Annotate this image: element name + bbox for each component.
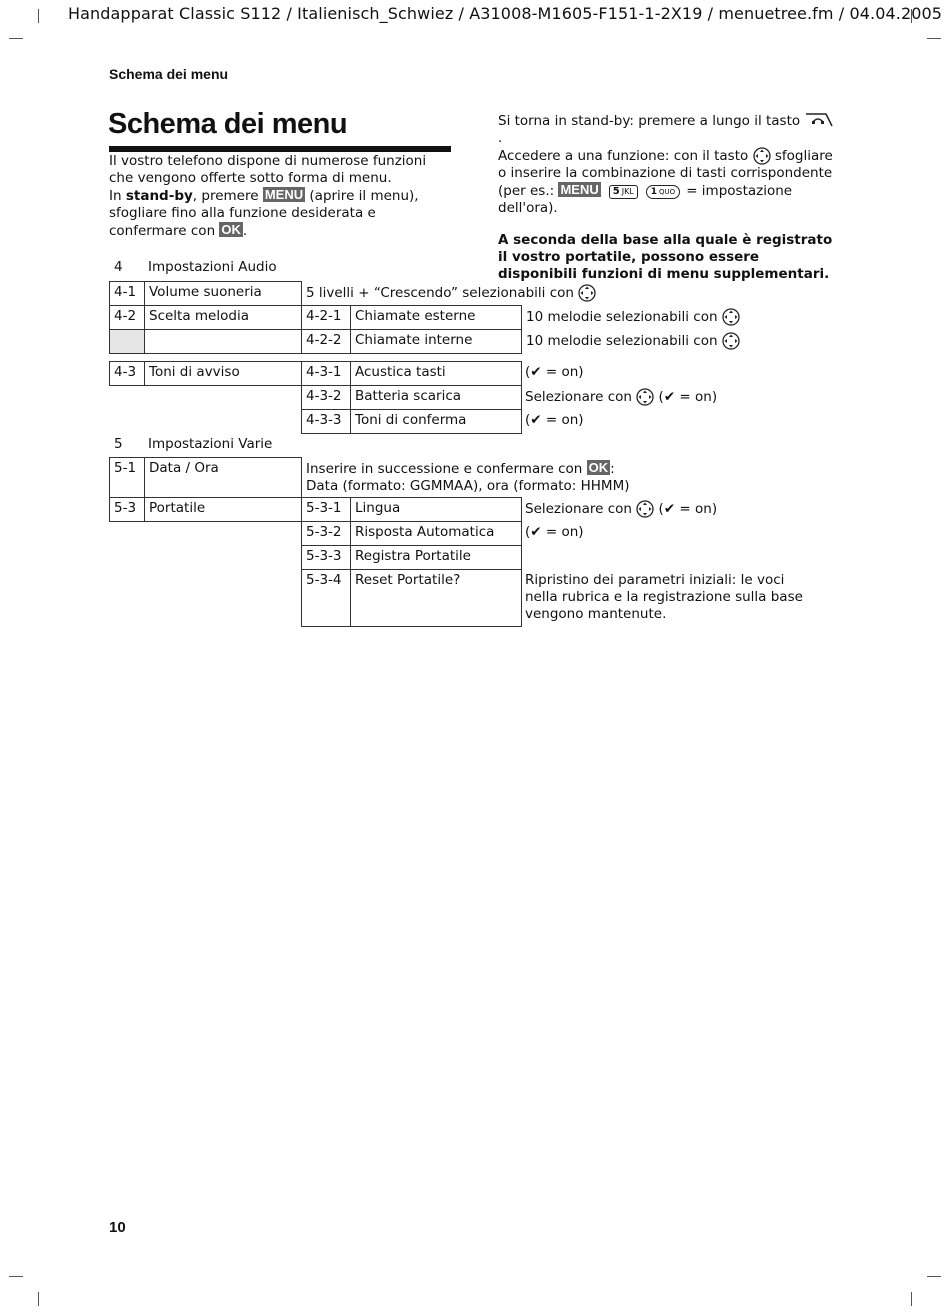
menu-4-2-1-number: 4-2-1	[301, 305, 351, 330]
menu-5-3-4-description: Ripristino dei parametri iniziali: le voci nella rubrica e la registrazione sulla base vengono mantenute.	[525, 572, 803, 622]
desc-text: = on)	[541, 412, 584, 428]
key-digit: 5	[612, 186, 620, 197]
desc-text: 10 melodie selezionabili con	[526, 309, 718, 325]
ok-key: OK	[588, 460, 609, 475]
checkmark-icon: ✔	[530, 364, 542, 380]
intro-paragraph-1: Il vostro telefono dispone di numerose funzioni che vengono offerte sotto forma di menu.	[109, 153, 427, 186]
key-letters: JKL	[621, 187, 634, 196]
key-1-icon	[646, 185, 680, 199]
right-column-text	[498, 111, 838, 283]
menu-4-3-3-description	[525, 412, 584, 429]
base-note: A seconda della base alla quale è registrato il vostro portatile, possono essere disponibili funzioni di menu supplementari.	[498, 232, 833, 282]
navigation-key-icon	[722, 308, 740, 326]
desc-text: Data (formato: GGMMAA), ora (formato: HHMM)	[306, 478, 630, 494]
navigation-key-icon	[636, 388, 654, 406]
title-rule	[109, 146, 451, 152]
menu-5-3-4-number: 5-3-4	[301, 569, 351, 627]
desc-text: (	[525, 524, 531, 540]
menu-5-3-1-number: 5-3-1	[301, 497, 351, 522]
desc-text: = on)	[675, 389, 718, 405]
intro-text-run: In	[109, 188, 126, 204]
menu-key: MENU	[560, 182, 599, 197]
menu-5-3-3-number: 5-3-3	[301, 545, 351, 570]
menu-4-2-1-label: Chiamate esterne	[350, 305, 522, 330]
running-header: Handapparat Classic S112 / Italienisch_Schwiez / A31008-M1605-F151-1-2X19 / menuetree.fm / 04.04.2005	[68, 4, 943, 23]
navigation-key-icon	[753, 147, 771, 165]
key-digit: 1	[650, 187, 658, 197]
menu-5-3-2-description	[525, 524, 584, 541]
menu-4-3-2-number: 4-3-2	[301, 385, 351, 410]
menu-4-3-number: 4-3	[109, 361, 145, 386]
checkmark-icon: ✔	[530, 412, 542, 428]
desc-text: 10 melodie selezionabili con	[526, 333, 718, 349]
desc-text: :	[610, 461, 615, 477]
desc-text: (	[658, 501, 664, 517]
page-title: Schema dei menu	[108, 108, 348, 140]
menu-4-1-number: 4-1	[109, 281, 145, 306]
menu-4-2-2-number: 4-2-2	[301, 329, 351, 354]
menu-4-2-empty-cell	[144, 329, 302, 354]
standby-instruction	[498, 111, 838, 147]
intro-text-run: , premere	[192, 188, 263, 204]
crop-mark-bottom-left-v	[38, 1292, 39, 1306]
desc-text: = on)	[541, 364, 584, 380]
ok-key: OK	[221, 222, 241, 237]
desc-text: (	[525, 364, 531, 380]
menu-5-number: 5	[114, 436, 123, 452]
desc-text: = on)	[541, 524, 584, 540]
menu-5-3-label: Portatile	[144, 497, 302, 522]
menu-4-2-number: 4-2	[109, 305, 145, 330]
menu-5-3-1-label: Lingua	[350, 497, 522, 522]
desc-text: Selezionare con	[525, 501, 632, 517]
menu-5-3-number: 5-3	[109, 497, 145, 522]
crop-mark-bottom-right-h	[927, 1276, 941, 1277]
checkmark-icon: ✔	[530, 524, 542, 540]
page-number: 10	[109, 1219, 126, 1236]
intro-paragraph-2	[109, 187, 454, 240]
intro-text-run: .	[242, 223, 248, 239]
menu-4-2-1-description	[526, 308, 740, 326]
text-run: sfogliare o inserire la combinazione di tasti corrispondente (per es.:	[498, 148, 833, 199]
desc-text: = on)	[675, 501, 718, 517]
navigation-key-icon	[722, 332, 740, 350]
end-call-key-icon	[804, 111, 834, 129]
text-run: .	[498, 130, 503, 146]
crop-mark-top-left-h	[9, 38, 23, 39]
menu-4-2-label: Scelta melodia	[144, 305, 302, 330]
menu-4-3-1-label: Acustica tasti	[350, 361, 522, 386]
crop-mark-bottom-left-h	[9, 1276, 23, 1277]
desc-text: Inserire in successione e confermare con	[306, 461, 583, 477]
desc-text: (	[658, 389, 664, 405]
key-letters: QUO	[659, 188, 676, 196]
navigation-key-icon	[578, 284, 596, 302]
menu-4-label: Impostazioni Audio	[148, 259, 277, 275]
crop-mark-top-left-v	[38, 9, 39, 23]
menu-5-1-description	[306, 460, 630, 495]
menu-5-3-1-description	[525, 500, 717, 518]
crop-mark-bottom-right-v	[911, 1292, 912, 1306]
menu-key: MENU	[264, 187, 304, 202]
checkmark-icon: ✔	[663, 501, 676, 517]
menu-5-3-2-number: 5-3-2	[301, 521, 351, 546]
key-5-icon	[609, 185, 638, 199]
menu-5-label: Impostazioni Varie	[148, 436, 273, 452]
desc-text: Selezionare con	[525, 389, 632, 405]
standby-term: stand-by	[125, 188, 193, 204]
text-run: = impostazione dell'ora).	[498, 183, 793, 216]
menu-4-3-2-description	[525, 388, 717, 406]
menu-4-number: 4	[114, 259, 123, 275]
menu-4-3-3-number: 4-3-3	[301, 409, 351, 434]
menu-4-1-label: Volume suoneria	[144, 281, 302, 306]
checkmark-icon: ✔	[663, 389, 676, 405]
intro-text-run: (aprire il menu), sfogliare fino alla funzione desiderata e confermare con	[109, 188, 419, 239]
intro-text	[109, 153, 454, 240]
navigation-key-icon	[636, 500, 654, 518]
menu-4-1-description	[306, 284, 596, 302]
menu-5-3-3-label: Registra Portatile	[350, 545, 522, 570]
menu-4-3-2-label: Batteria scarica	[350, 385, 522, 410]
menu-4-3-3-label: Toni di conferma	[350, 409, 522, 434]
menu-4-2-empty-cell	[109, 329, 145, 354]
menu-4-2-2-label: Chiamate interne	[350, 329, 522, 354]
text-run: Si torna in stand-by: premere a lungo il tasto	[498, 113, 801, 129]
menu-4-2-2-description	[526, 332, 740, 350]
menu-5-3-4-label: Reset Portatile?	[350, 569, 522, 627]
menu-5-1-label: Data / Ora	[144, 457, 302, 498]
desc-text: 5 livelli + “Crescendo” selezionabili con	[306, 285, 574, 301]
access-instruction	[498, 147, 838, 217]
menu-5-1-number: 5-1	[109, 457, 145, 498]
menu-4-3-label: Toni di avviso	[144, 361, 302, 386]
menu-4-3-1-description	[525, 364, 584, 381]
menu-5-3-2-label: Risposta Automatica	[350, 521, 522, 546]
section-label: Schema dei menu	[109, 66, 229, 82]
menu-4-3-1-number: 4-3-1	[301, 361, 351, 386]
text-run: Accedere a una funzione: con il tasto	[498, 148, 749, 164]
crop-mark-top-right-h	[927, 38, 941, 39]
desc-text: (	[525, 412, 531, 428]
